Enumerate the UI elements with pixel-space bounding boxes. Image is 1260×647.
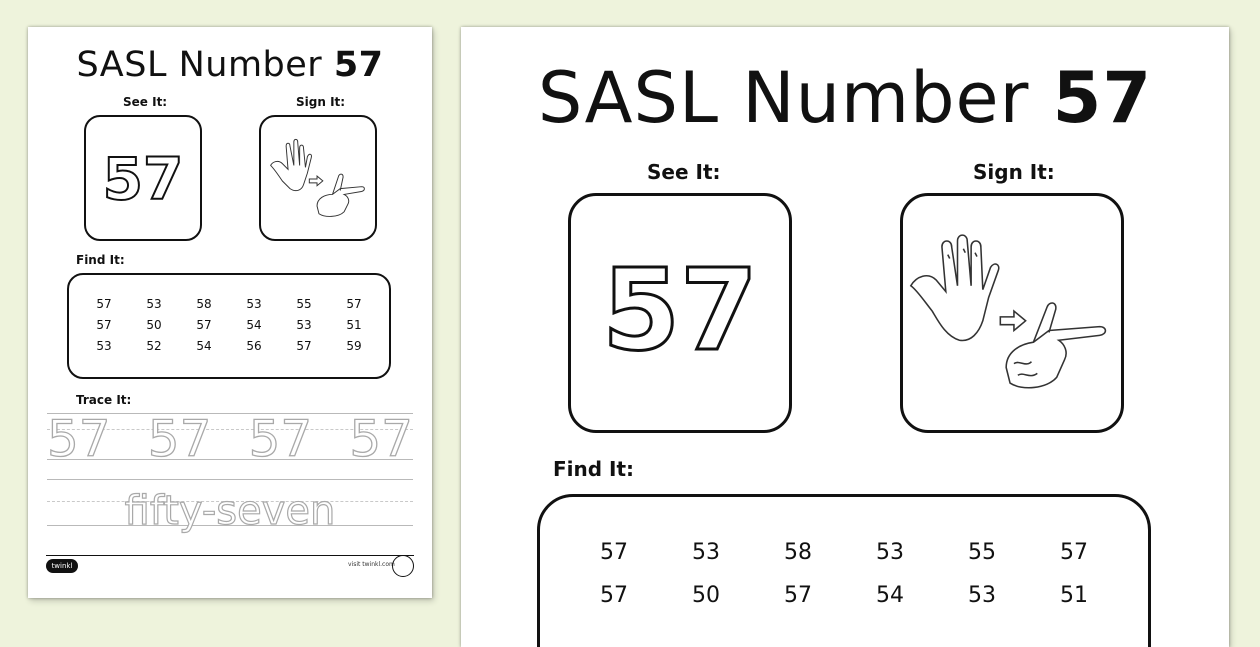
grid-number[interactable]: 53: [246, 297, 262, 311]
grid-number[interactable]: 53: [96, 339, 112, 353]
grid-number[interactable]: 57: [346, 297, 362, 311]
footer-url: visit twinkl.com: [348, 561, 395, 568]
quality-stamp-icon: [392, 555, 414, 577]
sign-it-box: [259, 115, 377, 241]
twinkl-logo: twinkl: [46, 559, 78, 573]
grid-number[interactable]: 52: [146, 339, 162, 353]
title-number: 57: [1052, 57, 1153, 139]
grid-number[interactable]: 50: [146, 318, 162, 332]
trace-numbers: [47, 410, 413, 468]
grid-number[interactable]: 54: [196, 339, 212, 353]
grid-number[interactable]: 54: [876, 583, 904, 608]
grid-number[interactable]: 57: [296, 339, 312, 353]
sign-it-box: [900, 193, 1124, 433]
grid-number[interactable]: 53: [968, 583, 996, 608]
number-display: 57: [602, 246, 758, 376]
grid-number[interactable]: 51: [1060, 583, 1088, 608]
number-display: 57: [102, 145, 184, 213]
footer-divider: [46, 555, 414, 556]
grid-number[interactable]: 57: [600, 583, 628, 608]
find-it-label: Find It:: [553, 457, 635, 481]
grid-number[interactable]: 59: [346, 339, 362, 353]
see-it-box: [84, 115, 202, 241]
see-it-box: [568, 193, 792, 433]
trace-number[interactable]: 57: [349, 410, 413, 468]
find-grid: [568, 540, 1120, 608]
grid-number[interactable]: 57: [96, 318, 112, 332]
grid-number[interactable]: 53: [296, 318, 312, 332]
title-number: 57: [333, 45, 384, 85]
grid-number[interactable]: 53: [692, 540, 720, 565]
grid-number[interactable]: 58: [784, 540, 812, 565]
trace-number[interactable]: 57: [248, 410, 313, 468]
guide-line: [47, 479, 413, 480]
trace-word[interactable]: fifty-seven: [124, 488, 336, 534]
grid-number[interactable]: 53: [876, 540, 904, 565]
grid-number[interactable]: 58: [196, 297, 212, 311]
hand-sign-icon: [903, 196, 1121, 430]
find-it-box: [67, 273, 391, 379]
find-grid: [79, 297, 379, 353]
page-title: [28, 45, 432, 85]
worksheet-preview-small: [28, 27, 432, 598]
trace-number[interactable]: 57: [47, 410, 111, 468]
title-text: SASL Number: [76, 45, 323, 85]
grid-number[interactable]: 51: [346, 318, 362, 332]
sign-it-label: Sign It:: [296, 95, 346, 109]
find-it-box: [537, 494, 1151, 647]
see-it-label: See It:: [647, 160, 721, 184]
worksheet-preview-large: [461, 27, 1229, 647]
hand-sign-icon: [261, 117, 375, 239]
grid-number[interactable]: 57: [1060, 540, 1088, 565]
find-it-label: Find It:: [76, 253, 125, 267]
page-title: [461, 57, 1229, 139]
see-it-label: See It:: [123, 95, 168, 109]
trace-number[interactable]: 57: [147, 410, 212, 468]
grid-number[interactable]: 53: [146, 297, 162, 311]
title-text: SASL Number: [537, 57, 1030, 139]
grid-number[interactable]: 57: [196, 318, 212, 332]
sign-it-label: Sign It:: [973, 160, 1055, 184]
grid-number[interactable]: 54: [246, 318, 262, 332]
grid-number[interactable]: 57: [600, 540, 628, 565]
grid-number[interactable]: 55: [968, 540, 996, 565]
grid-number[interactable]: 55: [296, 297, 312, 311]
grid-number[interactable]: 57: [96, 297, 112, 311]
grid-number[interactable]: 56: [246, 339, 262, 353]
grid-number[interactable]: 50: [692, 583, 720, 608]
trace-it-label: Trace It:: [76, 393, 132, 407]
grid-number[interactable]: 57: [784, 583, 812, 608]
